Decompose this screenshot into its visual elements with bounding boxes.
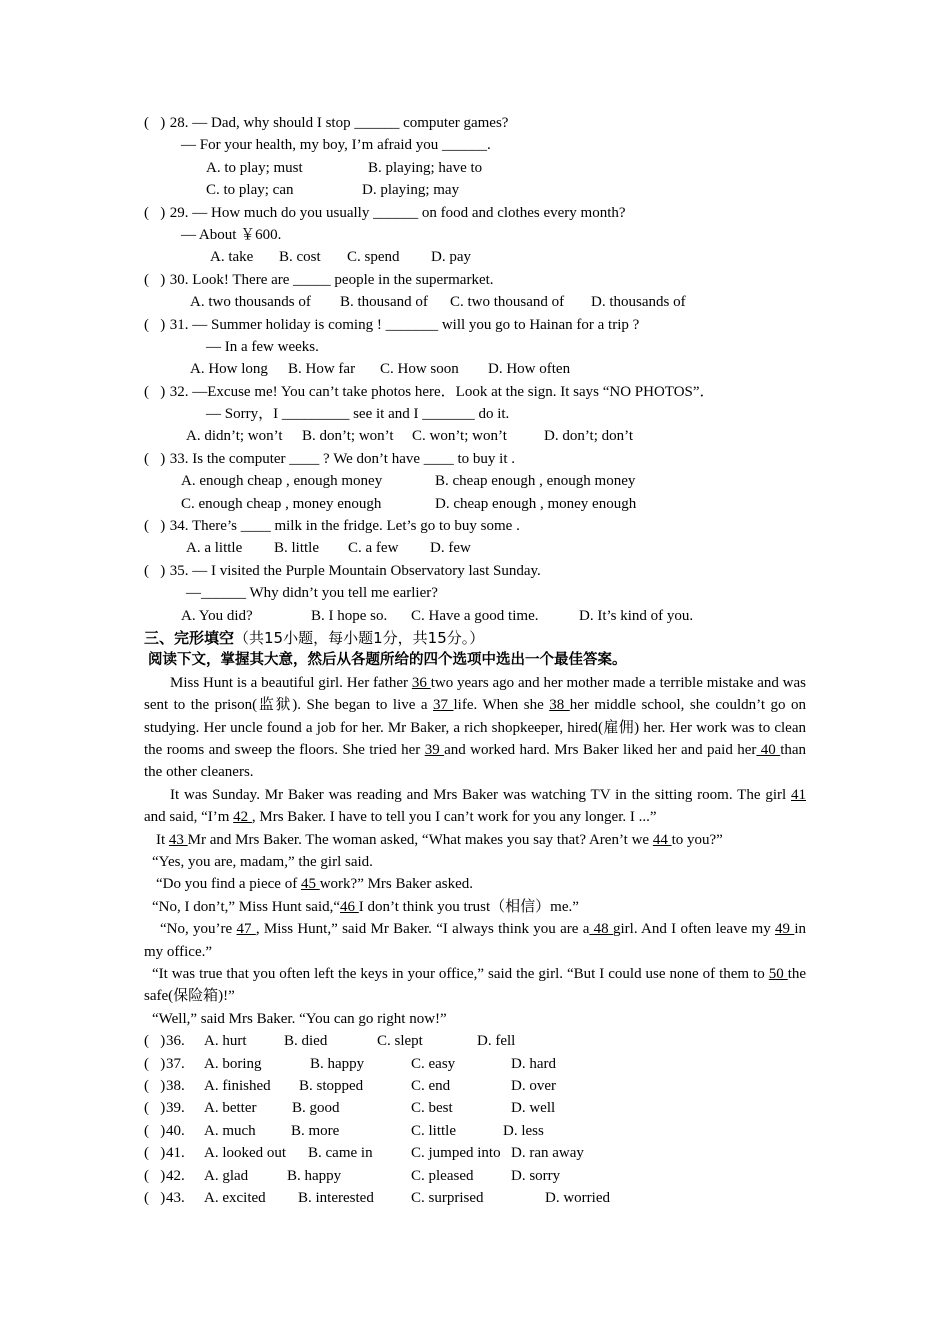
option-c: C. two thousand of bbox=[450, 294, 565, 311]
exam-page bbox=[144, 112, 806, 1209]
blank-39: 39 bbox=[424, 741, 445, 758]
answer-bracket: ( ) bbox=[144, 562, 166, 579]
option-b: B. playing; have to bbox=[368, 159, 483, 176]
blank-50: 50 bbox=[768, 966, 788, 983]
passage-paragraph: “It was true that you often left the keys in your office,” said the girl. “But I could use none of them to 50 the safe(保险箱)!” bbox=[144, 966, 807, 1005]
passage-paragraph: It was Sunday. Mr Baker was reading and Mrs Baker was watching TV in the sitting room. The girl 41 and said, “I’m 42 , Mrs Baker. I have to tell you I can’t work for you any longer. I ...” bbox=[144, 786, 806, 826]
blank-42: 42 bbox=[233, 809, 252, 826]
passage-paragraph: “No, I don’t,” Miss Hunt said,“46 I don’t think you trust（相信）me.” bbox=[152, 898, 579, 915]
blank-46: 46 bbox=[340, 898, 359, 915]
question-stem: 28. — Dad, why should I stop ______ computer games? bbox=[169, 115, 509, 131]
question-34 bbox=[144, 515, 806, 537]
option-a: A. didn’t; won’t bbox=[186, 428, 283, 445]
passage-paragraph: “Well,” said Mrs Baker. “You can go right now!” bbox=[152, 1010, 447, 1027]
option-d: D. playing; may bbox=[362, 182, 460, 199]
question-30 bbox=[144, 269, 806, 291]
cloze-question-42: ( )42. A. glad B. happy C. pleased D. sorry bbox=[144, 1167, 561, 1184]
section-heading bbox=[144, 627, 806, 649]
passage-paragraph: “Do you find a piece of 45 work?” Mrs Baker asked. bbox=[156, 876, 473, 893]
option-c: C. Have a good time. bbox=[411, 607, 539, 624]
blank-45: 45 bbox=[300, 876, 320, 893]
question-options bbox=[144, 157, 806, 179]
blank-41: 41 bbox=[791, 786, 806, 803]
question-stem: 35. — I visited the Purple Mountain Observatory last Sunday. bbox=[169, 562, 541, 579]
passage-paragraph: “No, you’re 47 , Miss Hunt,” said Mr Baker. “I always think you are a 48 girl. And I often leave my 49 in my office.” bbox=[144, 921, 807, 960]
option-a: A. How long bbox=[190, 361, 268, 378]
passage-paragraph: “Yes, you are, madam,” the girl said. bbox=[152, 854, 373, 871]
question-31 bbox=[144, 314, 806, 336]
answer-bracket: ( ) bbox=[144, 271, 166, 288]
question-options bbox=[144, 493, 806, 515]
question-reply: — Sorry，I _________ see it and I _______ do it. bbox=[206, 406, 510, 423]
answer-bracket: ( ) bbox=[144, 450, 166, 467]
question-options bbox=[144, 605, 806, 627]
option-b: B. cost bbox=[279, 249, 321, 266]
section-instruction: 阅读下文，掌握其大意，然后从各题所给的四个选项中选出一个最佳答案。 bbox=[148, 652, 627, 669]
cloze-question-41: ( )41. A. looked out B. came in C. jumped into D. ran away bbox=[144, 1145, 584, 1162]
section-scoring: （共15小题，每小题1分，共15分。） bbox=[234, 628, 485, 647]
blank-48: 48 bbox=[589, 921, 613, 938]
option-a: A. to play; must bbox=[206, 159, 303, 176]
question-32 bbox=[144, 381, 806, 403]
question-33 bbox=[144, 448, 806, 470]
answer-bracket: ( ) bbox=[144, 383, 166, 400]
cloze-question-40: ( )40. A. much B. more C. little D. less bbox=[144, 1122, 544, 1139]
option-d: D. thousands of bbox=[591, 294, 686, 311]
option-c: C. How soon bbox=[380, 361, 459, 378]
option-b: B. cheap enough , enough money bbox=[435, 473, 636, 490]
cloze-question-38: ( )38. A. finished B. stopped C. end D. over bbox=[144, 1078, 556, 1095]
question-stem: 30. Look! There are _____ people in the supermarket. bbox=[169, 271, 494, 288]
question-stem: 32. —Excuse me! You can’t take photos here．Look at the sign. It says “NO PHOTOS”． bbox=[169, 383, 715, 400]
option-d: D. It’s kind of you. bbox=[579, 607, 694, 624]
option-c: C. enough cheap , money enough bbox=[181, 495, 382, 512]
cloze-question-43: ( )43. A. excited B. interested C. surprised D. worried bbox=[144, 1190, 610, 1206]
question-reply: —______ Why didn’t you tell me earlier? bbox=[186, 585, 438, 602]
option-b: B. thousand of bbox=[340, 294, 428, 311]
question-options bbox=[144, 246, 806, 268]
question-options bbox=[144, 291, 806, 313]
passage-paragraph: It 43 Mr and Mrs Baker. The woman asked, “What makes you say that? Aren’t we 44 to you?” bbox=[156, 831, 723, 848]
question-29 bbox=[144, 202, 806, 224]
question-stem: 31. — Summer holiday is coming ! _______ will you go to Hainan for a trip ? bbox=[169, 316, 640, 333]
option-d: D. don’t; don’t bbox=[544, 428, 634, 445]
question-options bbox=[144, 425, 806, 447]
blank-44: 44 bbox=[652, 831, 672, 848]
section-title: 三、完形填空 bbox=[144, 628, 235, 647]
question-options bbox=[144, 470, 806, 492]
answer-bracket: ( ) bbox=[144, 316, 166, 333]
question-stem: 34. There’s ____ milk in the fridge. Let’s go to buy some . bbox=[169, 518, 520, 535]
blank-40: 40 bbox=[756, 741, 781, 758]
option-c: C. to play; can bbox=[206, 182, 294, 199]
option-d: D. pay bbox=[431, 249, 471, 266]
option-b: B. I hope so. bbox=[311, 607, 388, 624]
option-d: D. few bbox=[430, 540, 471, 557]
question-reply: — For your health, my boy, I’m afraid you ______. bbox=[181, 137, 491, 154]
cloze-question-39: ( )39. A. better B. good C. best D. well bbox=[144, 1100, 556, 1117]
option-a: A. two thousands of bbox=[190, 294, 311, 311]
blank-43: 43 bbox=[168, 831, 188, 848]
passage-paragraph: Miss Hunt is a beautiful girl. Her father 36 two years ago and her mother made a terrible mistake and was sent to the prison(监狱). She began to live a 37 life. When she 38 her middle school, she couldn’t go on studying. Her uncle found a job for her. Mr Baker, a rich shopkeeper, hired(雇佣) her. Her work was to clean the rooms and sweep the floors. She tried her 39 and worked hard. Mrs Baker liked her and paid her 40 than the other cleaners. bbox=[144, 674, 807, 781]
question-options bbox=[144, 537, 806, 559]
question-reply: — In a few weeks. bbox=[206, 338, 319, 355]
question-35 bbox=[144, 560, 806, 582]
question-options bbox=[144, 179, 806, 201]
option-b: B. little bbox=[274, 540, 319, 557]
blank-38: 38 bbox=[549, 697, 570, 714]
blank-49: 49 bbox=[775, 921, 795, 938]
question-stem: 29. — How much do you usually ______ on food and clothes every month? bbox=[169, 204, 626, 221]
cloze-question-36: ( )36. A. hurt B. died C. slept D. fell bbox=[144, 1033, 516, 1050]
question-stem: 33. Is the computer ____ ? We don’t have ____ to buy it . bbox=[169, 450, 516, 467]
option-b: B. How far bbox=[288, 361, 356, 378]
option-d: D. How often bbox=[488, 361, 571, 378]
option-d: D. cheap enough , money enough bbox=[435, 495, 637, 512]
answer-bracket: ( ) bbox=[144, 204, 166, 221]
blank-36: 36 bbox=[411, 674, 431, 691]
option-a: A. a little bbox=[186, 540, 243, 557]
option-a: A. take bbox=[210, 249, 254, 266]
option-c: C. a few bbox=[348, 540, 399, 557]
option-b: B. don’t; won’t bbox=[302, 428, 394, 445]
cloze-question-37: ( )37. A. boring B. happy C. easy D. hard bbox=[144, 1055, 556, 1072]
question-reply: — About ￥600. bbox=[181, 226, 282, 243]
cloze-passage bbox=[144, 672, 806, 1031]
blank-37: 37 bbox=[433, 697, 454, 714]
option-a: A. enough cheap , enough money bbox=[181, 473, 383, 490]
answer-bracket: ( ) bbox=[144, 518, 166, 535]
option-a: A. You did? bbox=[181, 607, 253, 624]
answer-bracket: ( ) bbox=[144, 115, 166, 131]
question-options bbox=[144, 358, 806, 380]
blank-47: 47 bbox=[236, 921, 256, 938]
option-c: C. spend bbox=[347, 249, 400, 266]
question-28 bbox=[144, 112, 806, 134]
option-c: C. won’t; won’t bbox=[412, 428, 507, 445]
